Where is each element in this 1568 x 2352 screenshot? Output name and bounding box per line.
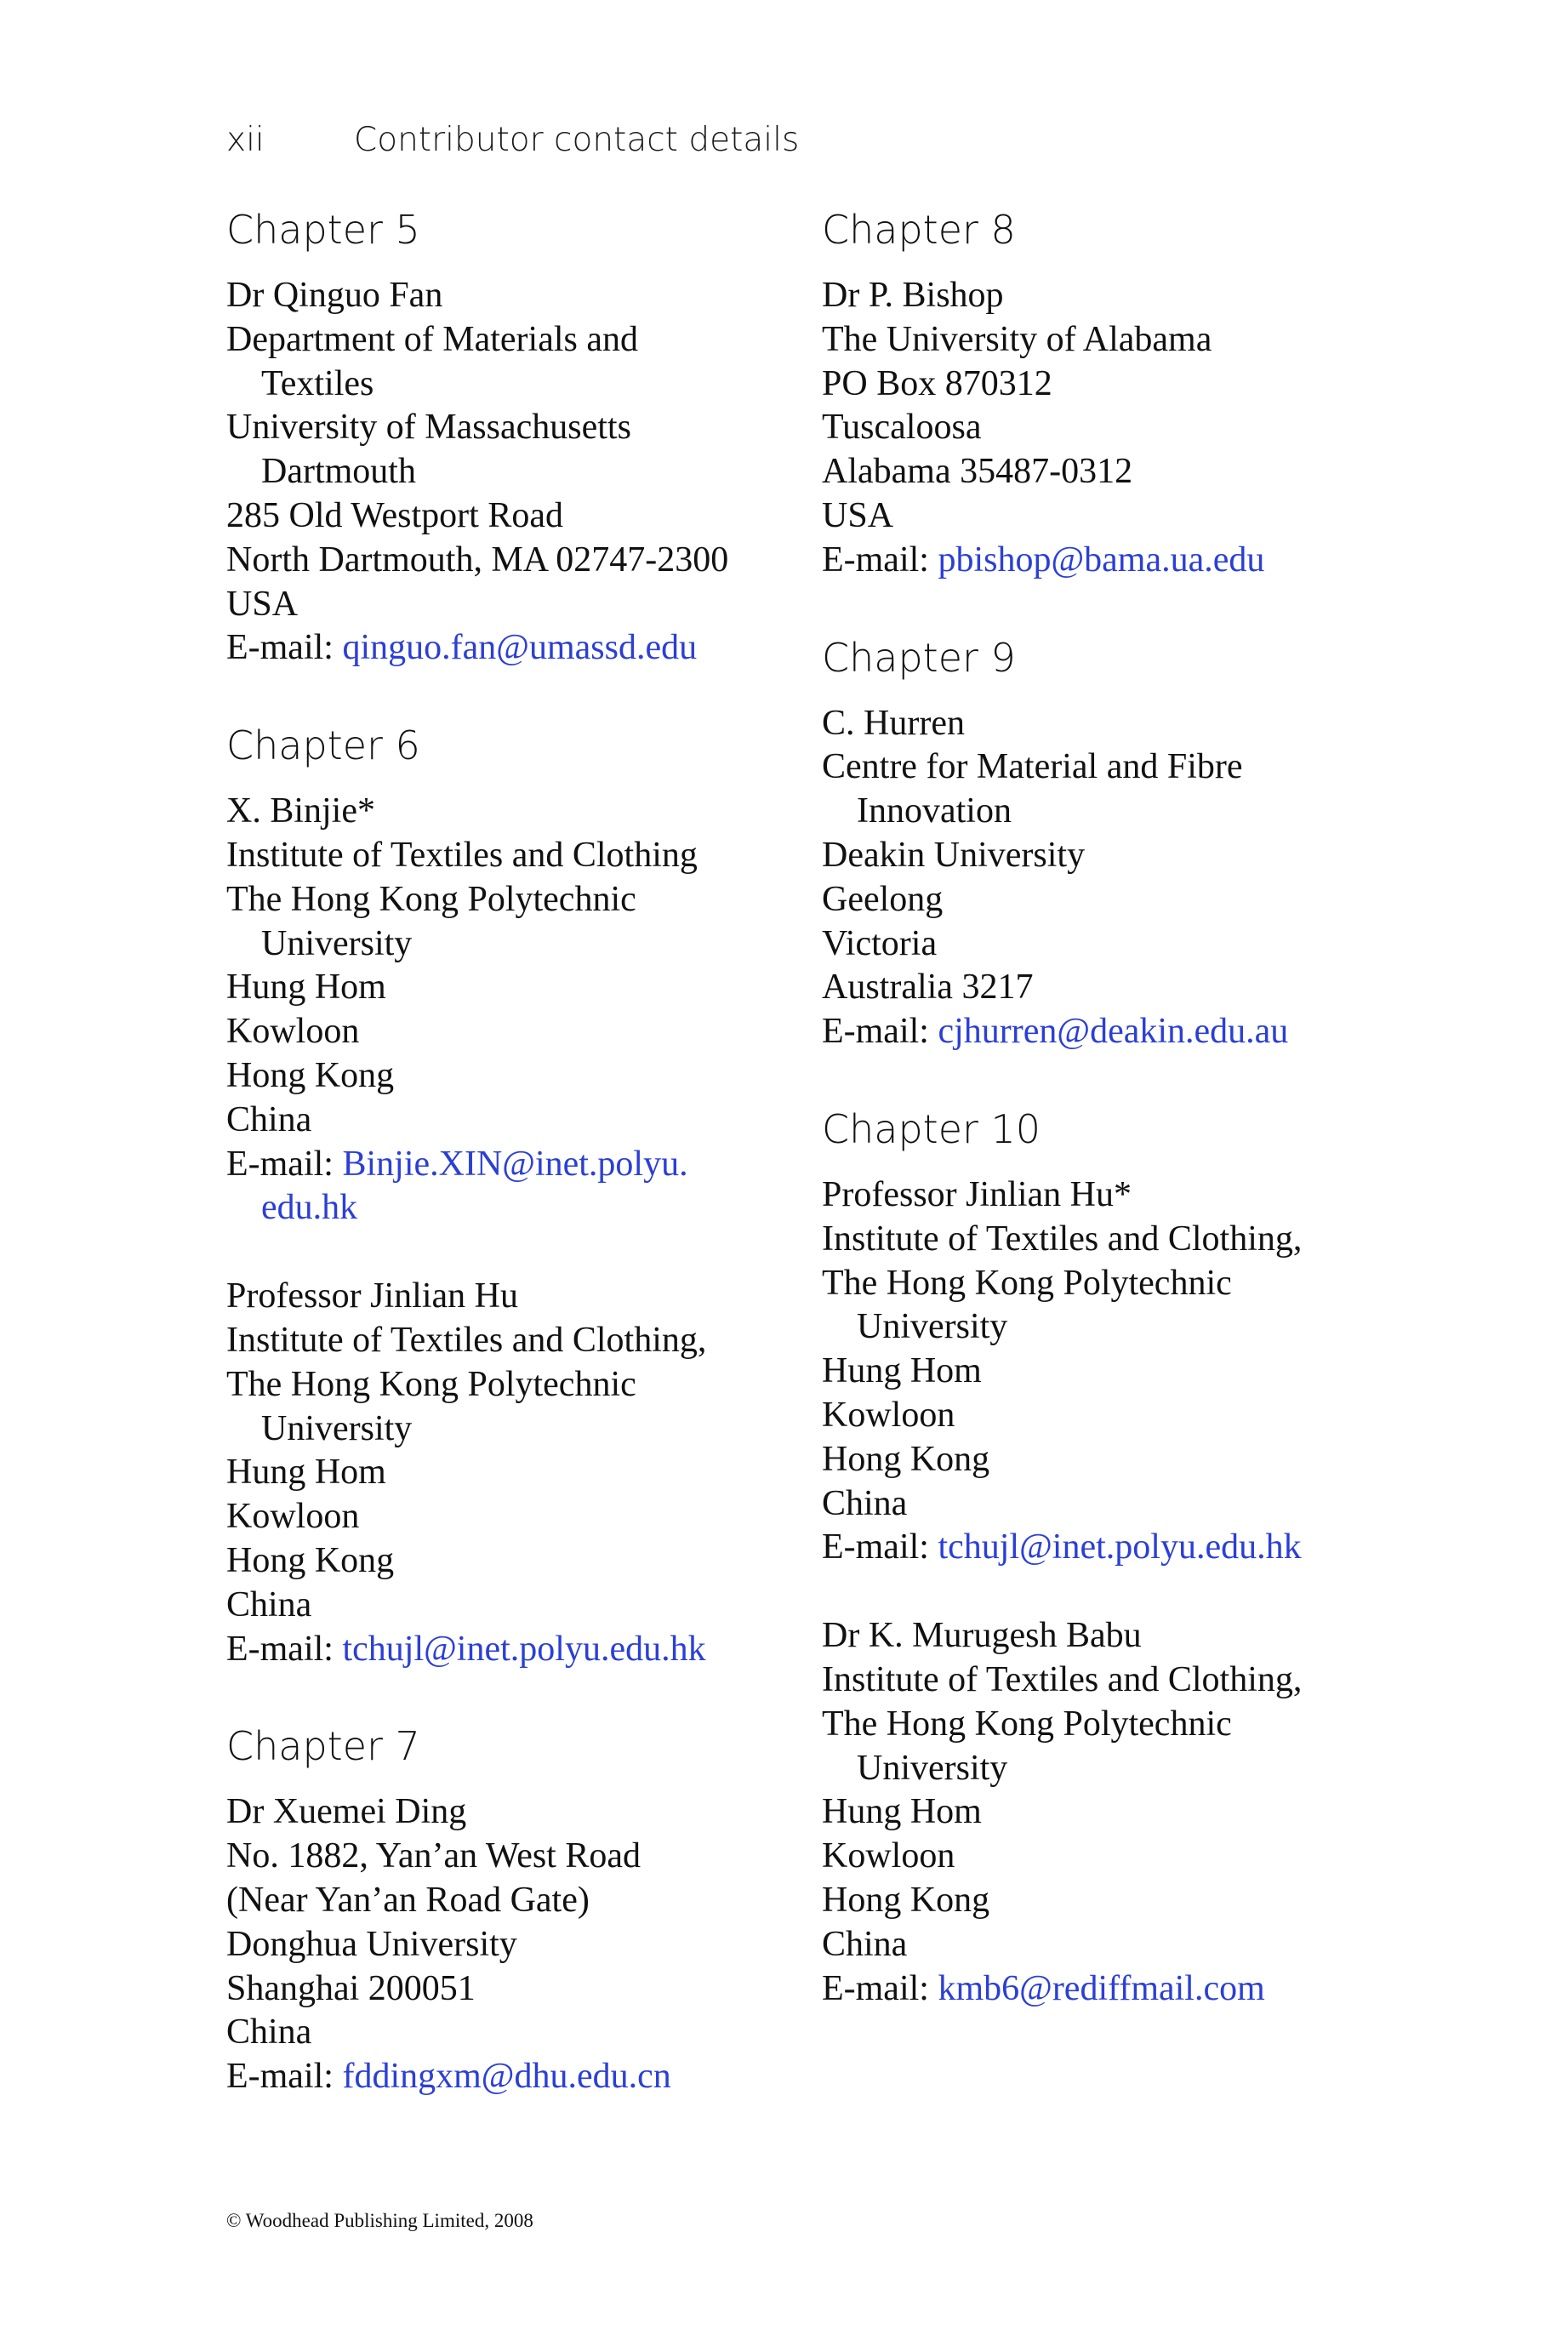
contributor-name: Dr P. Bishop: [822, 276, 1004, 315]
address-line: Institute of Textiles and Clothing: [226, 835, 698, 875]
address-line: University: [261, 1408, 413, 1448]
address-line: China: [226, 2012, 312, 2052]
email-line: [822, 539, 1468, 583]
address-line: China: [226, 1584, 312, 1624]
address-line: Institute of Textiles and Clothing,: [226, 1320, 707, 1360]
address-line: Shanghai 200051: [226, 1968, 476, 2008]
contributor-entry: [822, 702, 1468, 1054]
address-line: The University of Alabama: [822, 319, 1212, 359]
email-label: E-mail:: [226, 628, 334, 668]
chapter-6-section: [226, 720, 873, 1671]
address-line: Geelong: [822, 879, 944, 919]
contributor-name: Professor Jinlian Hu: [226, 1276, 518, 1316]
running-head: [226, 121, 799, 159]
contributor-entry: [822, 1173, 1468, 1570]
chapter-10-section: [822, 1104, 1468, 2011]
address-line: No. 1882, Yan’an West Road: [226, 1836, 641, 1876]
address-line: Institute of Textiles and Clothing,: [822, 1219, 1303, 1259]
address-line: USA: [822, 495, 894, 535]
page-number: xii: [226, 121, 265, 159]
left-column: [226, 204, 873, 2149]
chapter-8-section: [822, 204, 1468, 583]
contributor-entry: [226, 274, 873, 671]
address-line: University: [857, 1748, 1008, 1788]
contributor-name: Dr Qinguo Fan: [226, 276, 443, 315]
email-label: E-mail:: [226, 1629, 334, 1669]
address-line: Kowloon: [822, 1395, 955, 1435]
running-title: Contributor contact details: [354, 121, 800, 159]
email-label: E-mail:: [822, 539, 929, 579]
contributor-entry: [226, 1790, 873, 2099]
contributor-name: C. Hurren: [822, 703, 965, 743]
address-line: Hung Hom: [226, 1453, 386, 1493]
address-line: 285 Old Westport Road: [226, 495, 563, 535]
entry-spacer: [822, 1570, 1468, 1614]
email-line: [822, 1526, 1468, 1570]
email-label: E-mail:: [822, 1968, 929, 2008]
address-line: Centre for Material and Fibre: [822, 747, 1243, 787]
contributor-entry: [822, 274, 1468, 583]
chapter-5-section: [226, 204, 873, 671]
email-line: [822, 1010, 1468, 1054]
address-line: Institute of Textiles and Clothing,: [822, 1659, 1303, 1699]
chapter-7-section: [226, 1721, 873, 2099]
address-line: USA: [226, 584, 299, 624]
address-line: Textiles: [261, 363, 374, 403]
address-line: Kowloon: [226, 1497, 360, 1537]
address-line: Hong Kong: [226, 1055, 395, 1095]
contributor-entry: [822, 1614, 1468, 2011]
address-line: Hung Hom: [822, 1351, 982, 1391]
address-line: Hung Hom: [822, 1792, 982, 1832]
email-label: E-mail:: [822, 1012, 929, 1052]
address-line: Dartmouth: [261, 452, 416, 492]
chapter-9-section: [822, 632, 1468, 1054]
chapter-heading: Chapter 10: [822, 1105, 1041, 1152]
address-line: China: [822, 1483, 908, 1523]
address-line: Donghua University: [226, 1924, 517, 1964]
address-line: (Near Yan’an Road Gate): [226, 1880, 590, 1920]
address-line: The Hong Kong Polytechnic: [226, 1364, 636, 1404]
address-line: PO Box 870312: [822, 363, 1052, 403]
address-line: The Hong Kong Polytechnic: [226, 879, 636, 919]
address-line: Hong Kong: [822, 1880, 990, 1920]
address-line: Deakin University: [822, 835, 1086, 875]
address-line: Hong Kong: [226, 1540, 395, 1580]
address-line: Victoria: [822, 923, 938, 963]
email-link[interactable]: kmb6@rediffmail.com: [938, 1968, 1265, 2008]
right-column: [822, 204, 1468, 2060]
address-line: Alabama 35487-0312: [822, 452, 1133, 492]
email-link[interactable]: tchujl@inet.polyu.edu.hk: [342, 1629, 706, 1669]
email-line: [226, 2055, 873, 2099]
address-line: Kowloon: [822, 1836, 955, 1876]
email-line: [226, 626, 873, 671]
address-line: Department of Materials and: [226, 319, 638, 359]
address-line: Hung Hom: [226, 968, 386, 1008]
chapter-heading: Chapter 6: [226, 722, 420, 769]
copyright-footer: © Woodhead Publishing Limited, 2008: [226, 2210, 533, 2231]
address-line: The Hong Kong Polytechnic: [822, 1704, 1232, 1744]
address-line: Tuscaloosa: [822, 408, 982, 448]
address-line: Hong Kong: [822, 1439, 990, 1479]
address-line: North Dartmouth, MA 02747-2300: [226, 539, 729, 579]
email-line: [226, 1143, 873, 1187]
contributor-name: Dr K. Murugesh Babu: [822, 1616, 1142, 1656]
email-label: E-mail:: [226, 1144, 334, 1184]
email-link[interactable]: fddingxm@dhu.edu.cn: [342, 2057, 671, 2097]
email-line: [226, 1628, 873, 1672]
contributor-name: X. Binjie*: [226, 791, 375, 831]
entry-spacer: [226, 1230, 873, 1275]
address-line: University: [857, 1307, 1008, 1347]
address-line: The Hong Kong Polytechnic: [822, 1263, 1232, 1303]
contributor-name: Dr Xuemei Ding: [226, 1792, 467, 1832]
chapter-heading: Chapter 7: [226, 1723, 420, 1770]
chapter-heading: Chapter 9: [822, 634, 1016, 681]
email-line: [822, 1967, 1468, 2012]
email-link[interactable]: Binjie.XIN@inet.polyu.: [342, 1144, 688, 1184]
address-line: China: [226, 1099, 312, 1139]
email-link-continued[interactable]: edu.hk: [261, 1188, 358, 1228]
contributor-entry: [226, 790, 873, 1230]
address-line: Innovation: [857, 791, 1012, 831]
email-link[interactable]: pbishop@bama.ua.edu: [938, 539, 1265, 579]
email-label: E-mail:: [822, 1527, 929, 1567]
chapter-heading: Chapter 8: [822, 207, 1016, 253]
address-line: Kowloon: [226, 1012, 360, 1052]
address-line: China: [822, 1924, 908, 1964]
chapter-heading: Chapter 5: [226, 207, 420, 253]
contributor-name: Professor Jinlian Hu*: [822, 1174, 1132, 1214]
email-link[interactable]: qinguo.fan@umassd.edu: [342, 628, 698, 668]
address-line: Australia 3217: [822, 968, 1034, 1008]
email-link[interactable]: tchujl@inet.polyu.edu.hk: [938, 1527, 1302, 1567]
contributor-entry: [226, 1275, 873, 1671]
email-link[interactable]: cjhurren@deakin.edu.au: [938, 1012, 1289, 1052]
email-line-continued: [226, 1186, 873, 1230]
email-label: E-mail:: [226, 2057, 334, 2097]
address-line: University: [261, 923, 413, 963]
address-line: University of Massachusetts: [226, 408, 631, 448]
